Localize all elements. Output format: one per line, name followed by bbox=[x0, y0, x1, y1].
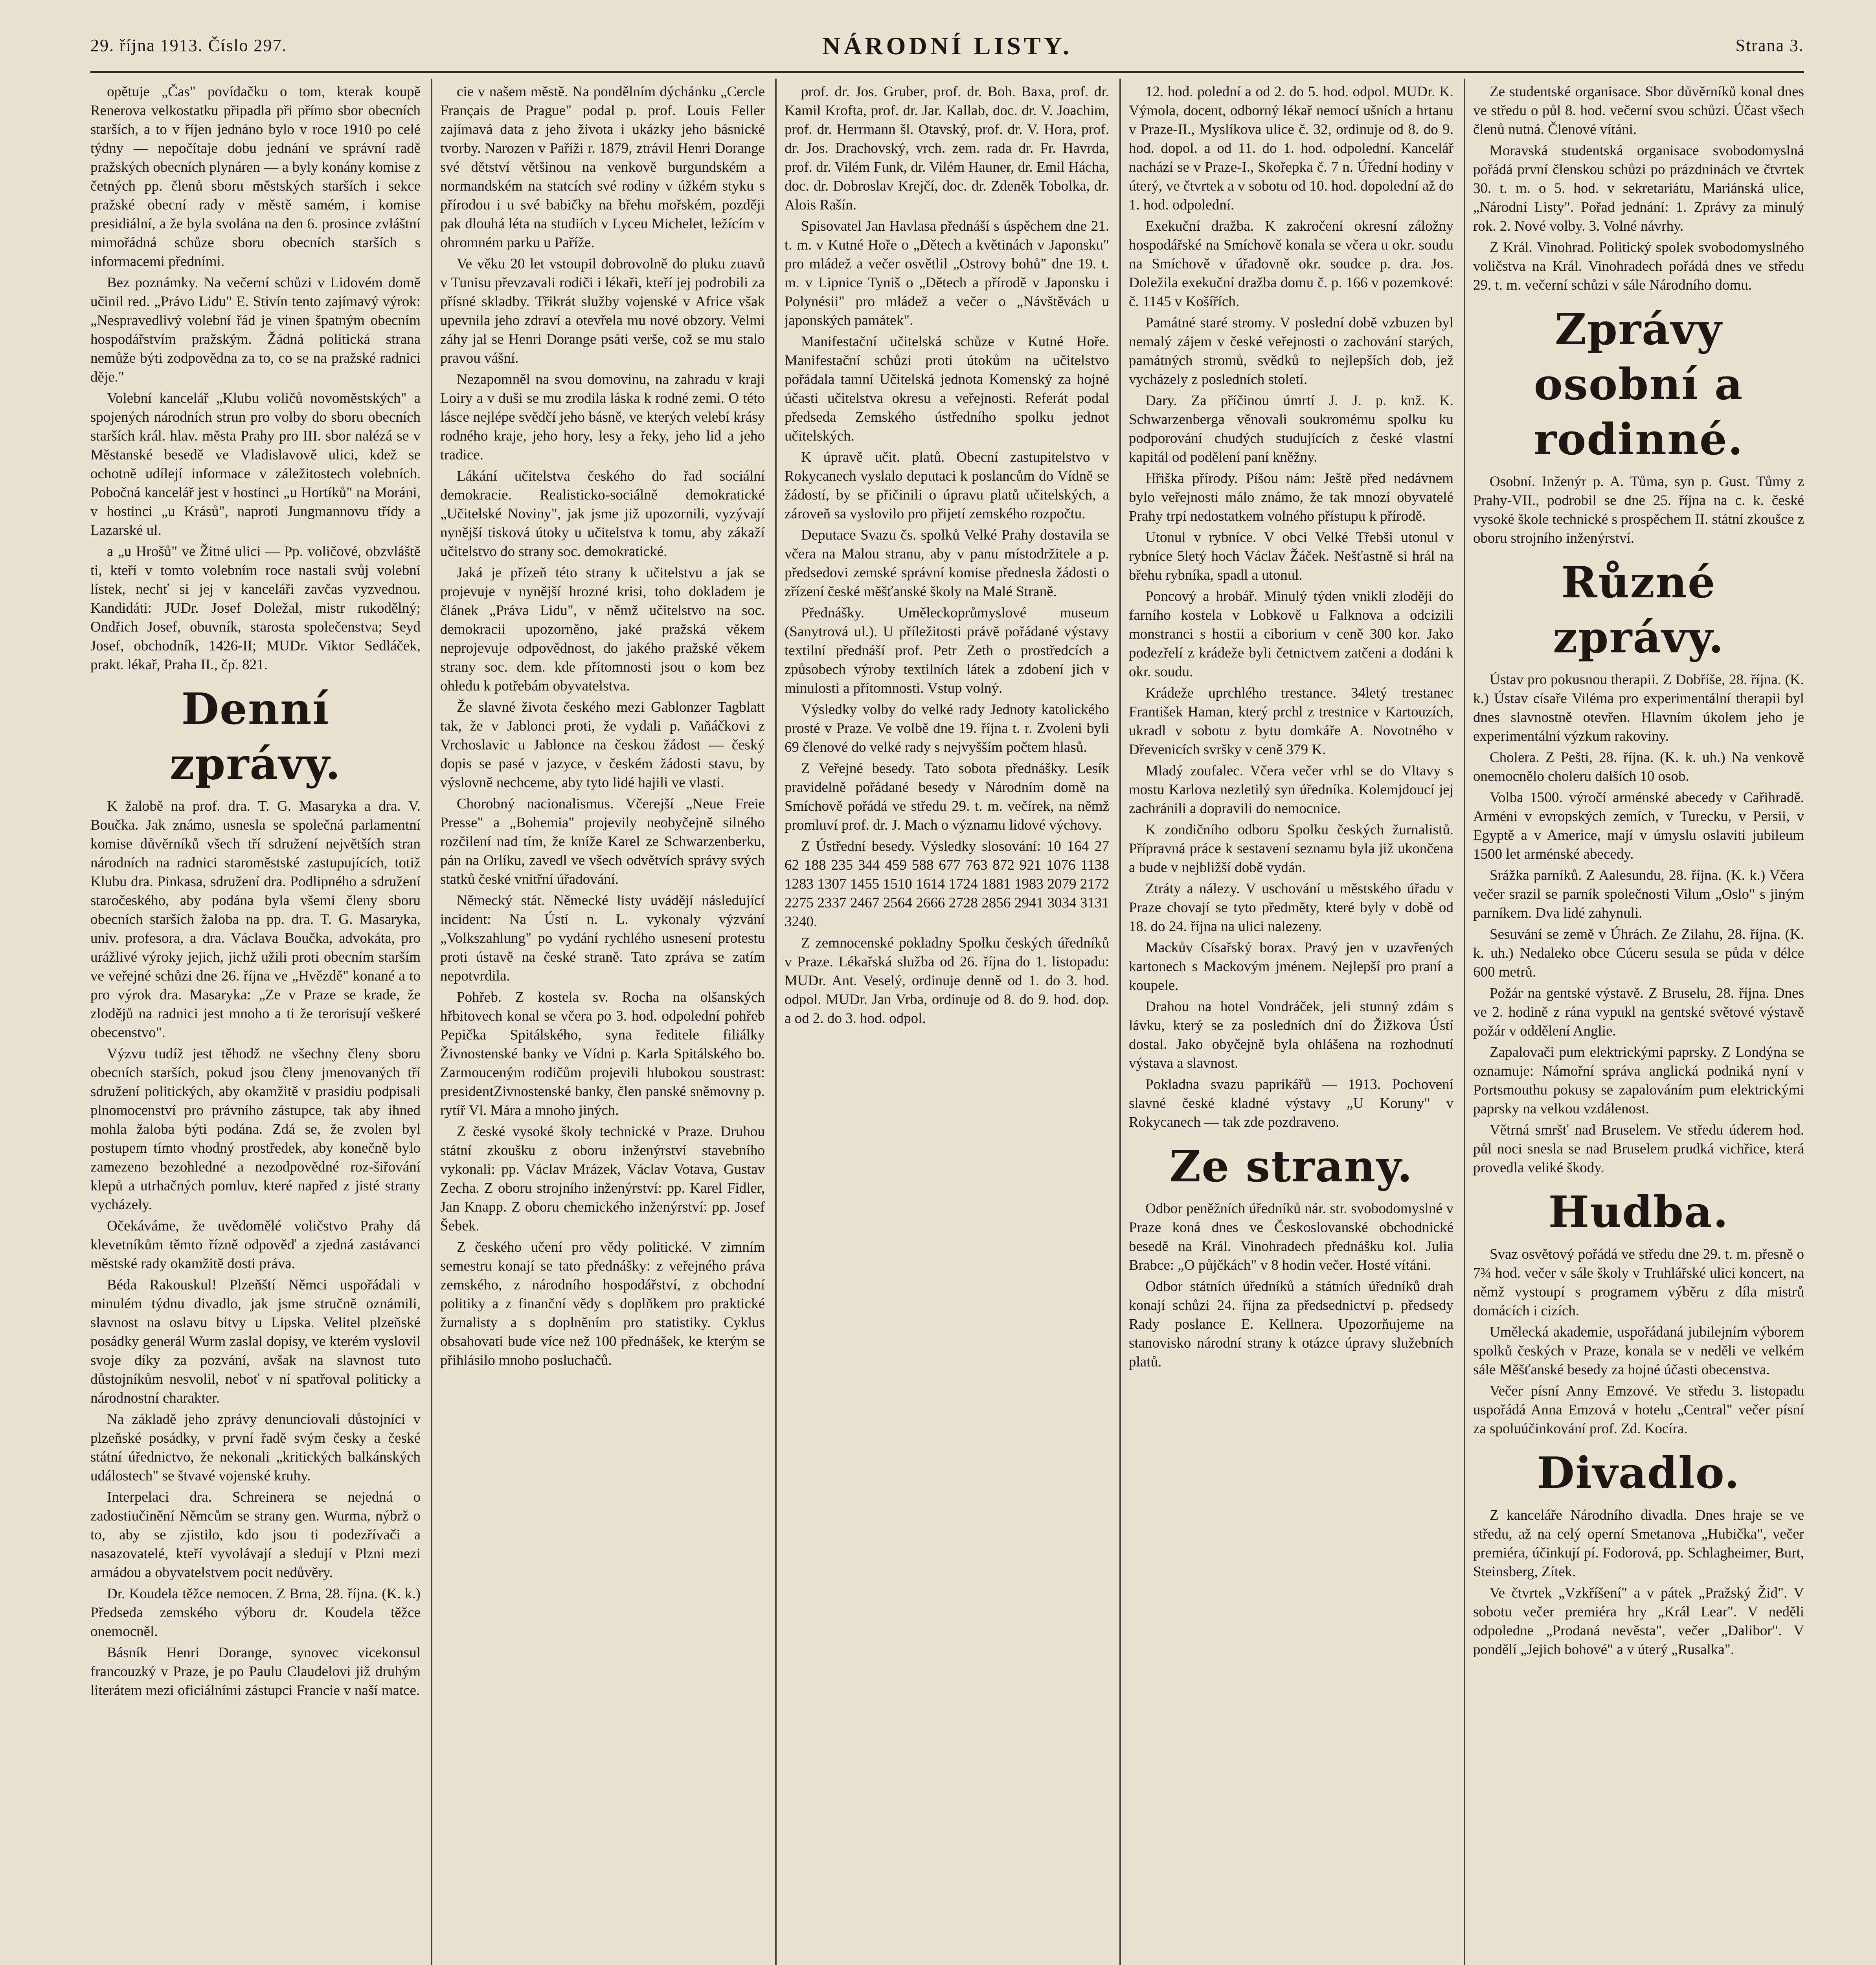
text-column-1 bbox=[90, 83, 421, 1965]
article-paragraph: prof. dr. Jos. Gruber, prof. dr. Boh. Baxa, prof. dr. Kamil Krofta, prof. dr. Jar. Kallab, doc. dr. V. Joachim, prof. dr. Herrmann šl. Otavský, prof. dr. V. Hora, prof. dr. Jos. Drachovský, vrch. zem. rada dr. Fr. Havrda, prof. dr. Vilém Funk, dr. Vilém Hauner, dr. Emil Háchа, doc. dr. Dobroslav Krejčí, doc. dr. Zdeněk Tobolka, dr. Alois Rašín. bbox=[785, 84, 1109, 213]
article-paragraph: Výzvu tudíž jest těhodž ne všechny členy sboru obecních starších, pokud jsou členy jmenovaných tří sdružení politických, aby okamžitě v prasidiu podpisali plnomocenství pro právního zástupce, tak aby ihned mohla žaloba býti podána. Zdá se, že zvolen byl postupem tímto vhodný prostředek, aby konečně bylo zamezeno bezohledné a nezodpovědné roz-šiřování klepů a utrhačných pomluv, které napřed z jisté strany vycházely. bbox=[90, 1046, 421, 1213]
article-paragraph: Exekuční dražba. K zakročení okresní záložny hospodářské na Smíchově konala se včera u okr. soudu na Smíchově v úřadovně okr. soudce p. dra. Jos. Doležila exekuční dražba domu č. p. 166 v pozemkové: č. 1145 v Košířích. bbox=[1129, 218, 1453, 310]
section-heading: Různé zprávy. bbox=[1553, 557, 1725, 663]
section-heading: Zprávy osobní a rodinné. bbox=[1533, 304, 1744, 465]
article-paragraph: Sesuvání se země v Úhrách. Ze Zilahu, 28. října. (K. k. uh.) Nedaleko obce Cúceru sesula se půda v délce 600 metrů. bbox=[1473, 926, 1804, 980]
article-paragraph: Poncový a hrobář. Minulý týden vnikli zloději do farního kostela v Lobkově u Falknova a odcizili monstranci s hostii a ciborium v ceně 300 kor. Jako podezřelí z krádeže byli četnictvem zatčeni a dodáni k okr. soudu. bbox=[1129, 588, 1453, 680]
article-paragraph: Ve čtvrtek „Vzkříšení" a v pátek „Pražský Žid". V sobotu večer premiéra hry „Král Lear". V neděli odpoledne „Prodaná nevěsta", večer „Dalibor". V pondělí „Jejich bohové" a v úterý „Rusalka". bbox=[1473, 1585, 1804, 1658]
article-paragraph: Zapalovači pum elektrickými paprsky. Z Londýna se oznamuje: Námořní správa anglická podniká nyní v Portsmouthu pokusy se zapalováním pum elektrickými paprsky na velkou vzdálenost. bbox=[1473, 1044, 1804, 1117]
article-paragraph: Interpelaci dra. Schreinera se nejedná o zadostiučinění Němcům se strany gen. Wurma, nýbrž o to, aby se zjistilo, kdo jsou ti podezřívači a nasazovatelé, kteří vyvolávají a sledují v Plzni mezi armádou a obyvatelstvem pocit nedůvěry. bbox=[90, 1489, 421, 1581]
section-heading: Denní zprávy. bbox=[169, 683, 342, 789]
article-paragraph: Chorobný nacionalismus. Včerejší „Neue Freie Presse" a „Bohemia" projevily neobyčejně silného rozčilení nad tím, že kníže Karel ze Schwarzenberku, pán na Orlíku, zavedl ve všech odvětvích správy svých statků české vnitřní úřadování. bbox=[440, 796, 765, 887]
article-paragraph: Umělecká akademie, uspořádaná jubilejním výborem spolků českých v Praze, konala se v neděli ve velkém sále Měšťanské besedy za hojné účasti obecenstva. bbox=[1473, 1324, 1804, 1378]
article-paragraph: Béda Rakouskul! Plzeňští Němci uspořádali v minulém týdnu divadlo, jak jsme stručně oznámili, slavnost na oslavu bitvy u Lipska. Velitel plzeňské posádky generál Wurm zaslal dopisy, ve kterém vyslovil svoje díky za pozvání, avšak na slavnost tuto důstojníkům nesvolil, neboť v ní spatřoval politicky a národnostní charakter. bbox=[90, 1277, 421, 1406]
article-paragraph: Srážka parníků. Z Aalesundu, 28. října. (K. k.) Včera večer srazil se parník společnosti Vilum „Oslo" s jiným parníkem. Dva lidé zahynuli. bbox=[1473, 867, 1804, 921]
article-paragraph: Lákání učitelstva českého do řad sociální demokracie. Realisticko-sociálně demokratické „Učitelské Noviny", jak jsme již upozornili, vyzývají nynější tisková útoky u učitelstva k tomu, aby zákaží učitelstvo do strany soc. demokratické. bbox=[440, 468, 765, 560]
section-heading: Divadlo. bbox=[1537, 1447, 1740, 1498]
article-paragraph: Ztráty a nálezy. V uschování u městského úřadu v Praze chovají se tyto předměty, které byly v době od 18. do 24. října na ulici nalezeny. bbox=[1129, 881, 1453, 935]
column-rule bbox=[431, 79, 432, 1965]
issue-date: 29. října 1913. Číslo 297. bbox=[90, 36, 287, 55]
article-paragraph: Z kanceláře Národního divadla. Dnes hraje se ve středu, až na celý operní Smetanova „Hubička", večer premiéra, účinkují pí. Fodorová, pp. Schlagheimer, Burt, Steinsberg, Zítek. bbox=[1473, 1507, 1804, 1580]
section-heading: Hudba. bbox=[1548, 1186, 1729, 1237]
article-paragraph: Bez poznámky. Na večerní schůzi v Lidovém domě učinil red. „Právo Lidu" E. Stivín tento zajímavý výrok: „Nespravedlivý volební řád je vinen špatným obecním hospodářstvím pražským. Žádná politická strana nemůže býti zodpovědna za to, co se na pražské radnici děje." bbox=[90, 275, 421, 385]
text-column-4 bbox=[1129, 83, 1453, 1965]
article-paragraph: Výsledky volby do velké rady Jednoty katolického prosté v Praze. Ve volbě dne 19. října t. r. Zvoleni byli 69 členové do velké rady s nejvyšším počtem hlasů. bbox=[785, 702, 1109, 755]
article-paragraph: Volba 1500. výročí arménské abecedy v Cařihradě. Arméni v evropských zemích, v Turecku, v Persii, v Egyptě a v Americe, mají v úmyslu oslaviti jubileum 1500 let arménské abecedy. bbox=[1473, 790, 1804, 862]
article-paragraph: Svaz osvětový pořádá ve středu dne 29. t. m. přesně o 7¾ hod. večer v sále školy v Truhlářské ulici koncert, na němž vystoupí s programem výběru z díla mistrů domácích i cizích. bbox=[1473, 1246, 1804, 1319]
article-paragraph: Přednášky. Uměleckoprůmyslové museum (Sanytrová ul.). U příležitosti právě pořádané výstavy textilní přednáší prof. Petr Zeth o prostředcích a způsobech výroby textilních látek a zdobení jich v minulosti a přítomnosti. Vstup volný. bbox=[785, 605, 1109, 696]
article-paragraph: Spisovatel Jan Havlasa přednáší s úspěchem dne 21. t. m. v Kutné Hoře o „Dětech a květinách v Japonsku" pro mládež a večer osvětlil „Ostrovy bohů" dne 19. t. m. v Lipnice Tyniš o „Dětech a přírodě v Japonsku i Polynésii" pro mládež a večer o „Návštěvách u japonských památek". bbox=[785, 218, 1109, 329]
column-rule bbox=[775, 79, 777, 1965]
article-paragraph: Moravská studentská organisace svobodomyslná pořádá první členskou schůzi po prázdninách ve čtvrtek 30. t. m. o 5. hod. v sekretariátu, Mariánská ulice, „Národní Listy". Pořad jednání: 1. Zprávy za minulý rok. 2. Nové volby. 3. Volné návrhy. bbox=[1473, 143, 1804, 234]
article-paragraph: Jaká je přízeň této strany k učitelstvu a jak se projevuje v nynější hrozné krisi, toho dokladem je článek „Práva Lidu", v němž učitelstvo na soc. demokracii upozorněno, jaké pražská věkem neprojevuje odpovědnost, do jakého pražské věkem strany soc. dem. kde přítomnosti jsou o kom bez ohledu k potřebám obyvatelstva. bbox=[440, 565, 765, 694]
article-paragraph: Osobní. Inženýr p. A. Tůma, syn p. Gust. Tůmy z Prahy-VII., podrobil se dne 25. října na c. k. české vysoké škole technické s prospěchem II. státní zkoušce z oboru strojního inženýrství. bbox=[1473, 474, 1804, 546]
text-column-2 bbox=[440, 83, 765, 1965]
article-paragraph: K zondičního odboru Spolku českých žurnalistů. Přípravná práce k sestavení seznamu byla již ukončena a bude v nejbližší době vydán. bbox=[1129, 822, 1453, 876]
article-paragraph: Hřiška přírody. Píšou nám: Ještě před nedávnem bylo veřejnosti málo známo, že tak mnozí obyvatelé Prahy trpí nedostatkem volného přístupu k přírodě. bbox=[1129, 470, 1453, 524]
text-column-5 bbox=[1473, 83, 1804, 1965]
article-paragraph: a „u Hrošů" ve Žitné ulici — Pp. voličové, obzvláště ti, kteří v tomto volebním roce nastali svůj volební lístek, nechť si jej v kanceláři zavčas vyzvednou. Kandidáti: JUDr. Josef Doležal, mistr rukodělný; Ondřich Josef, obuvník, starosta společenstva; Seyd Josef, obchodník, 1426-II; MUDr. Viktor Sedláček, prakt. lékař, Praha II., čp. 821. bbox=[90, 544, 421, 673]
article-paragraph: Z zemnocenské pokladny Spolku českých úředníků v Praze. Lékařská služba od 26. října do 1. listopadu: MUDr. Ant. Veselý, ordinuje denně od 1. do 3. hod. odpol. MUDr. Jan Vrba, ordinuje od 8. do 9. hod. dop. a od 2. do 3. hod. odpol. bbox=[785, 935, 1109, 1027]
article-paragraph: Cholera. Z Pešti, 28. října. (K. k. uh.) Na venkově onemocnělo choleru dalších 10 osob. bbox=[1473, 749, 1804, 784]
article-paragraph: Z Ústřední besedy. Výsledky slosování: 10 164 27 62 188 235 344 459 588 677 763 872 921 1076 1138 1283 1307 1455 1510 1614 1724 1881 1983 2079 2172 2275 2337 2467 2564 2666 2728 2856 2941 3034 3131 3240. bbox=[785, 838, 1109, 930]
article-paragraph: K žalobě na prof. dra. T. G. Masaryka a dra. V. Boučka. Jak známo, usnesla se společná parlamentní komise důvěrníků všech tří sdružení největších stran národních na radnici staroměstské zastupujících, totiž Klubu dra. Pinkasa, sdružení dra. Podlipného a sdružení staročeského, aby podána byla všemi členy sboru obecních starších žaloba na pp. dra. T. G. Masaryka, univ. profesora, a dra. Václava Boučka, advokáta, pro urážlivé výroky jejich, jichž užili proti obecním starším ve veřejné schůzi dne 26. října ve „Hvězdě" konané a to pro výrok dra. Masaryka: „Ze v Praze se krade, že zlodějů na radnici jest mnoho a ti že terorisují veškeré obecenstvo". bbox=[90, 798, 421, 1041]
article-paragraph: cie v našem městě. Na pondělním dýchánku „Cercle Français de Prague" podal p. prof. Louis Feller zajímavá data z jeho života i ukázky jeho básnické tvorby. Narozen v Paříži r. 1879, ztrávil Henri Dorange své dětství většinou na venkově burgundském a normandském na statcích své rodiny v úžkém styku s přírodou i u své babičky na břehu mořském, později pak dlouhá léta na studiích v Lyceu Michelet, ležícím v ohromném parku u Paříže. bbox=[440, 84, 765, 251]
text-column-3 bbox=[785, 83, 1109, 1965]
article-paragraph: Pohřeb. Z kostela sv. Rocha na olšanských hřbitovech konal se včera po 3. hod. odpolední pohřeb Pepička Spitálského, syna ředitele filiálky Živnostenské banky ve Vídni p. Karla Spitálského bo. Zarmouceným rodičům projevili hlubokou soustrast: presidentZivnostenské banky, člen panské sněmovny p. rytíř Vl. Mára a mnoho jiných. bbox=[440, 989, 765, 1118]
article-paragraph: Že slavné života českého mezi Gablonzer Tagblatt tak, že v Jablonci proti, že vydali p. Vaňáčkovi z Vrchoslavic u Jablonce na českou žádost — český dopis se pasé v jazyce, v českém žádosti stavu, by výslovně nechceme, aby tyto lidé hajili ve vlasti. bbox=[440, 699, 765, 791]
column-rule bbox=[1464, 79, 1465, 1965]
article-paragraph: Větrná smršť nad Bruselem. Ve středu úderem hod. půl noci snesla se nad Bruselem prudká vichřice, která provedla veliké škody. bbox=[1473, 1122, 1804, 1176]
article-paragraph: K úpravě učit. platů. Obecní zastupitelstvo v Rokycanech vyslalo deputaci k poslancům do Vídně se žádostí, by se přičinili o úpravu platů učitelských, a zároveň sa vyslovilo pro přijetí zemského rozpočtu. bbox=[785, 449, 1109, 522]
article-paragraph: Ze studentské organisace. Sbor důvěrníků konal dnes ve středu o půl 8. hod. večerní svou schůzi. Účast všech členů nutná. Členové vítáni. bbox=[1473, 84, 1804, 138]
article-paragraph: Z českého učení pro vědy politické. V zimním semestru konají se tato přednášky: z veřejného práva zemského, z národního hospodářství, z obchodní politiky a z finanční vědy s doplňkem pro praktické žurnalisty a s doplněním pro statistiky. Cyklus obsahovati bude více než 100 přednášek, ke kterým se přihlásilo mnoho posluchačů. bbox=[440, 1239, 765, 1368]
article-paragraph: Ve věku 20 let vstoupil dobrovolně do pluku zuavů v Tunisu převzavali rodiči i lékaři, kteří jej podrobili za přísné skladby. Třikrát služby vojenské v Africe však upevnila jeho zdraví a otevřela mu nové obzory. Velmi záhy jal se Henri Dorange psáti verše, což se mu stalo pravou vášní. bbox=[440, 256, 765, 366]
article-paragraph: Volební kancelář „Klubu voličů novoměstských" a spojených národních strun pro volby do sboru obecních starších král. hlav. města Prahy pro III. sbor nalézá se v Městanské besedě ve Vladislavově ulici, kdež se ochotně udílejí informace v záležitostech volebních. Pobočná kancelář jest v hostinci „u Hortíků" na Moráni, v hostinci „u Krásů", naproti Jungmannovu třídy a Lazarské ul. bbox=[90, 390, 421, 538]
article-paragraph: Památné staré stromy. V poslední době vzbuzen byl nemalý zájem v české veřejnosti o zachování starých, památných stromů, svědků to nejlepších dob, jež vycházely z posledních století. bbox=[1129, 315, 1453, 387]
article-paragraph: Krádeže uprchlého trestance. 34letý trestanec František Haman, který prchl z trestnice v Kartouzích, ukradl v sobotu z bytu domkáře A. Novotného v Dřevenicích svršky v ceně 379 K. bbox=[1129, 685, 1453, 758]
article-paragraph: Z Král. Vinohrad. Politický spolek svobodomyslného voličstva na Král. Vinohradech pořádá dnes ve středu 29. t. m. večerní schůzi v sále Národního domu. bbox=[1473, 239, 1804, 293]
article-paragraph: Dr. Koudela těžce nemocen. Z Brna, 28. října. (K. k.) Předseda zemského výboru dr. Koudela těžce onemocněl. bbox=[90, 1586, 421, 1640]
article-paragraph: Z Veřejné besedy. Tato sobota přednášky. Lesík pravidelně pořádané besedy v Národním domě na Smíchově pořádá ve středu 29. t. m. večírek, na němž promluví prof. dr. J. Mach o významu lidové výchovy. bbox=[785, 760, 1109, 833]
article-paragraph: Dary. Za příčinou úmrtí J. J. p. knž. K. Schwarzenberga věnovali soukromému spolku ku podporování chudých studujících z české vlastní kapitál od podělení paní kněžny. bbox=[1129, 393, 1453, 465]
article-paragraph: Básník Henri Dorange, synovec vicekonsul francouzký v Praze, je po Paulu Claudelovi již druhým literátem mezi oficiálními zástupci Francie v naší matce. bbox=[90, 1645, 421, 1699]
article-paragraph: Drahou na hotel Vondráček, jeli stunný zdám s lávku, který se za posledních dní do Žižkova Ústí dostal. Jako obyčejně byla ohlášena na rozhodnutí výstava a slavnost. bbox=[1129, 999, 1453, 1071]
section-heading: Ze strany. bbox=[1169, 1141, 1413, 1192]
masthead-title: NÁRODNÍ LISTY. bbox=[822, 32, 1072, 60]
article-paragraph: Na základě jeho zprávy denunciovali důstojníci v plzeňské posádky, v první řadě svým česky a české státní úřednictvo, že nekonali „kritických balkánských událostech" se štvavé vojenské kruhy. bbox=[90, 1411, 421, 1484]
article-paragraph: Požár na gentské výstavě. Z Bruselu, 28. října. Dnes ve 2. hodině z rána vypukl na gentské světové výstavě požár v oddělení Anglie. bbox=[1473, 985, 1804, 1039]
article-paragraph: Deputace Svazu čs. spolků Velké Prahy dostavila se včera na Malou stranu, aby v panu místodržitele a p. předsedovi zemské správní komise přednesla žádosti o zřízení české měšťanské školy na Malé Straně. bbox=[785, 527, 1109, 600]
article-paragraph: Večer písní Anny Emzové. Ve středu 3. listopadu uspořádá Anna Emzová v hotelu „Central" večer písní za spoluúčinkování prof. Zd. Kocíra. bbox=[1473, 1383, 1804, 1437]
article-paragraph: Nezapomněl na svou domovinu, na zahradu v kraji Loiry a v duši se mu zrodila láska k rodné zemi. O této lásce nejlépe svědčí jeho básně, ve kterých velebí krásy rodného kraje, jeho hory, lesy a řeky, jeho lid a jeho tradice. bbox=[440, 371, 765, 463]
column-rule bbox=[1119, 79, 1121, 1965]
article-paragraph: Mackův Císařský borax. Pravý jen v uzavřených kartonech s Mackovým jménem. Nejlepší pro praní a koupele. bbox=[1129, 940, 1453, 994]
article-paragraph: Odbor peněžních úředníků nár. str. svobodomyslné v Praze koná dnes ve Českoslovanské obchodnické besedě na Král. Vinohradech přednášku kol. Julia Brabce: „O půjčkách" v 8 hodin večer. Hosté vítáni. bbox=[1129, 1201, 1453, 1273]
article-paragraph: Utonul v rybníce. V obci Velké Třebši utonul v rybníce 5letý hoch Václav Žáček. Nešťastně si hrál na břehu rybníka, spadl a utonul. bbox=[1129, 529, 1453, 583]
article-paragraph: Manifestační učitelská schůze v Kutné Hoře. Manifestační schůzi proti útokům na učitelstvo pořádala tamní Učitelská jednota Komenský za hojné účasti učitelstva okresu a veřejnosti. Referát podal předseda Zemského ústředního spolku jednot učitelských. bbox=[785, 334, 1109, 444]
article-paragraph: Odbor státních úředníků a státních úředníků drah konají schůzi 24. října za předsednictví p. předsedy Rady poslance E. Kellnera. Upozorňujeme na stanovisko národní strany k otázce úpravy služebních platů. bbox=[1129, 1278, 1453, 1370]
page-number: Strana 3. bbox=[1735, 36, 1804, 55]
article-paragraph: Německý stát. Německé listy uvádějí následující incident: Na Ústí n. L. vykonaly výzvání „Volkszahlung" po vydání rychlého usnesení protestu proti ústavě na české straně. Tato zpráva se zatím nepotvrdila. bbox=[440, 893, 765, 984]
article-paragraph: 12. hod. polední a od 2. do 5. hod. odpol. MUDr. K. Výmola, docent, odborný lékař nemocí ušních a hrtanu v Praze-II., Myslíkova ulice č. 32, ordinuje od 8. do 9. hod. dopol. a od 11. do 1. hod. odpolední. Kancelář nachází se v Praze-I., Skořepka č. 7 n. Úřední hodiny v úterý, ve čtvrtek a v sobotu od 10. hod. dopolední až do 1. hod. odpolední. bbox=[1129, 84, 1453, 213]
article-paragraph: Pokladna svazu paprikářů — 1913. Pochovení slavné české kladné výstavy „U Koruny" v Rokycanech — tak zde pozdraveno. bbox=[1129, 1076, 1453, 1130]
article-paragraph: Očekáváme, že uvědomělé voličstvo Prahy dá klevetníkům těmto řízně odpověď a zjedná zastávanci městské rady okamžitě dosti práva. bbox=[90, 1218, 421, 1272]
article-paragraph: Ústav pro pokusnou therapii. Z Dobříše, 28. října. (K. k.) Ústav císaře Viléma pro experimentální therapii byl dnes slavnostně otevřen. Hlavním úkolem jeho je experimentální výzkum rakoviny. bbox=[1473, 672, 1804, 744]
page-header bbox=[90, 28, 1804, 73]
article-paragraph: Z české vysoké školy technické v Praze. Druhou státní zkoušku z oboru inženýrství stavebního vykonali: pp. Václav Mrázek, Václav Votava, Gustav Zecha. Z oboru strojního inženýrství: pp. Karel Fidler, Jan Knapp. Z oboru chemického inženýrství: pp. Josef Šebek. bbox=[440, 1124, 765, 1234]
article-paragraph: Mladý zoufalec. Včera večer vrhl se do Vltavy s mostu Karlova nezletilý syn úředníka. Kolemjdoucí jej zachránili a dopravili do nemocnice. bbox=[1129, 763, 1453, 817]
article-paragraph: opětuje „Čas" povídačku o tom, kterak koupě Renerova velkostatku připadla při přímo sbor obecních starších, a to v říjen jednáno bylo v roce 1910 po celé týdny — nepočítaje dobu jednání ve správní radě pražských obecních plynáren — a byly konány komise z četných pp. členů sboru městských starších i sekce pražské obecní rady v městě samém, i komise presidiální, a že byla svolána na den 6. prosince zvláštní mimořádná schůze sboru obecních starších s informacemi předními. bbox=[90, 84, 421, 270]
